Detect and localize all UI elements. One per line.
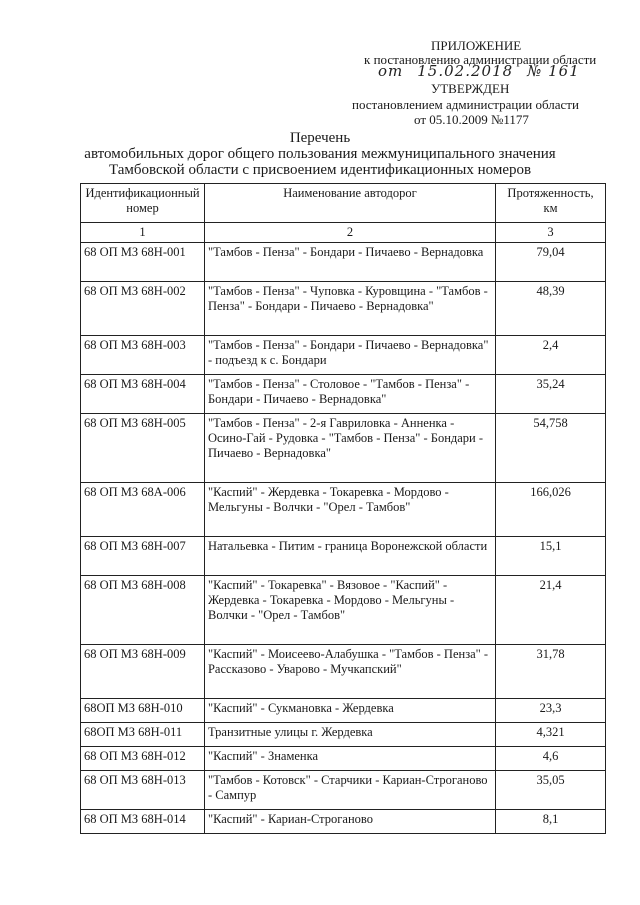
road-length: 23,3 bbox=[496, 699, 606, 723]
road-name: "Каспий" - Токаревка" - Вязовое - "Каспий" - Жердевка - Токаревка - Мордово - Мельгуны - Волчки - "Орел - Тамбов" bbox=[204, 576, 495, 645]
table-row bbox=[81, 810, 606, 834]
road-id: 68 ОП МЗ 68Н-002 bbox=[81, 282, 205, 336]
table-row bbox=[81, 747, 606, 771]
table-row bbox=[81, 537, 606, 576]
road-name: "Каспий" - Кариан-Строганово bbox=[204, 810, 495, 834]
header-id: Идентификационный номер bbox=[81, 184, 205, 223]
road-id: 68 ОП МЗ 68Н-013 bbox=[81, 771, 205, 810]
road-length: 4,6 bbox=[496, 747, 606, 771]
road-id: 68ОП МЗ 68Н-010 bbox=[81, 699, 205, 723]
handwritten-signature-date bbox=[378, 62, 594, 80]
road-length: 35,24 bbox=[496, 375, 606, 414]
appendix-label: ПРИЛОЖЕНИЕ bbox=[431, 38, 522, 53]
column-number: 3 bbox=[496, 223, 606, 243]
road-length: 15,1 bbox=[496, 537, 606, 576]
road-id: 68 ОП МЗ 68Н-009 bbox=[81, 645, 205, 699]
road-id: 68 ОП МЗ 68Н-008 bbox=[81, 576, 205, 645]
road-length: 166,026 bbox=[496, 483, 606, 537]
road-length: 8,1 bbox=[496, 810, 606, 834]
road-id: 68 ОП МЗ 68А-006 bbox=[81, 483, 205, 537]
road-name: "Тамбов - Котовск" - Старчики - Кариан-Строганово - Сампур bbox=[204, 771, 495, 810]
road-name: "Каспий" - Сукмановка - Жердевка bbox=[204, 699, 495, 723]
road-id: 68 ОП МЗ 68Н-004 bbox=[81, 375, 205, 414]
table-row bbox=[81, 375, 606, 414]
road-name: Транзитные улицы г. Жердевка bbox=[204, 723, 495, 747]
table-header-row bbox=[81, 184, 606, 223]
road-length: 35,05 bbox=[496, 771, 606, 810]
road-name: "Каспий" - Жердевка - Токаревка - Мордово - Мельгуны - Волчки - "Орел - Тамбов" bbox=[204, 483, 495, 537]
road-id: 68 ОП МЗ 68Н-007 bbox=[81, 537, 205, 576]
handwritten-prefix: от bbox=[378, 62, 404, 80]
road-id: 68 ОП МЗ 68Н-012 bbox=[81, 747, 205, 771]
table-row bbox=[81, 483, 606, 537]
approved-label: УТВЕРЖДЕН bbox=[431, 81, 510, 96]
road-name: "Тамбов - Пенза" - Столовое - "Тамбов - Пенза" - Бондари - Пичаево - Вернадовка" bbox=[204, 375, 495, 414]
document-subtitle-1: автомобильных дорог общего пользования межмуниципального значения bbox=[84, 146, 556, 162]
road-name: "Каспий" - Моисеево-Алабушка - "Тамбов - Пенза" - Рассказово - Уварово - Мучкапский" bbox=[204, 645, 495, 699]
document-title: Перечень bbox=[289, 130, 351, 146]
road-name: Натальевка - Питим - граница Воронежской области bbox=[204, 537, 495, 576]
header-name: Наименование автодорог bbox=[204, 184, 495, 223]
table-row bbox=[81, 576, 606, 645]
column-number: 1 bbox=[81, 223, 205, 243]
handwritten-number: № 161 bbox=[527, 62, 580, 80]
road-id: 68ОП МЗ 68Н-011 bbox=[81, 723, 205, 747]
table-row bbox=[81, 243, 606, 282]
road-id: 68 ОП МЗ 68Н-001 bbox=[81, 243, 205, 282]
road-name: "Тамбов - Пенза" - Бондари - Пичаево - Вернадовка" - подъезд к с. Бондари bbox=[204, 336, 495, 375]
handwritten-date: 15.02.2018 bbox=[417, 62, 514, 80]
header-length: Протяженность, км bbox=[496, 184, 606, 223]
approved-date-line: от 05.10.2009 №1177 bbox=[414, 112, 529, 127]
table-row bbox=[81, 771, 606, 810]
road-length: 79,04 bbox=[496, 243, 606, 282]
road-length: 4,321 bbox=[496, 723, 606, 747]
road-name: "Тамбов - Пенза" - Бондари - Пичаево - Вернадовка bbox=[204, 243, 495, 282]
road-id: 68 ОП МЗ 68Н-005 bbox=[81, 414, 205, 483]
road-length: 31,78 bbox=[496, 645, 606, 699]
road-length: 54,758 bbox=[496, 414, 606, 483]
table-row bbox=[81, 723, 606, 747]
road-id: 68 ОП МЗ 68Н-014 bbox=[81, 810, 205, 834]
road-length: 48,39 bbox=[496, 282, 606, 336]
road-name: "Каспий" - Знаменка bbox=[204, 747, 495, 771]
document-subtitle-2: Тамбовской области с присвоением идентификационных номеров bbox=[108, 162, 532, 178]
road-name: "Тамбов - Пенза" - 2-я Гавриловка - Анненка - Осино-Гай - Рудовка - "Тамбов - Пенза" - Бондари - Пичаево - Вернадовка" bbox=[204, 414, 495, 483]
table-row bbox=[81, 645, 606, 699]
column-number: 2 bbox=[204, 223, 495, 243]
table-row bbox=[81, 414, 606, 483]
column-number-row bbox=[81, 223, 606, 243]
appendix-decree-line: к постановлению администрации области bbox=[364, 52, 597, 67]
road-id: 68 ОП МЗ 68Н-003 bbox=[81, 336, 205, 375]
road-name: "Тамбов - Пенза" - Чуповка - Куровщина - "Тамбов - Пенза" - Бондари - Пичаево - Вернадовка" bbox=[204, 282, 495, 336]
roads-table bbox=[80, 183, 606, 834]
table-row bbox=[81, 336, 606, 375]
road-length: 2,4 bbox=[496, 336, 606, 375]
table-row bbox=[81, 699, 606, 723]
table-row bbox=[81, 282, 606, 336]
road-length: 21,4 bbox=[496, 576, 606, 645]
approved-by-line: постановлением администрации области bbox=[352, 97, 579, 112]
